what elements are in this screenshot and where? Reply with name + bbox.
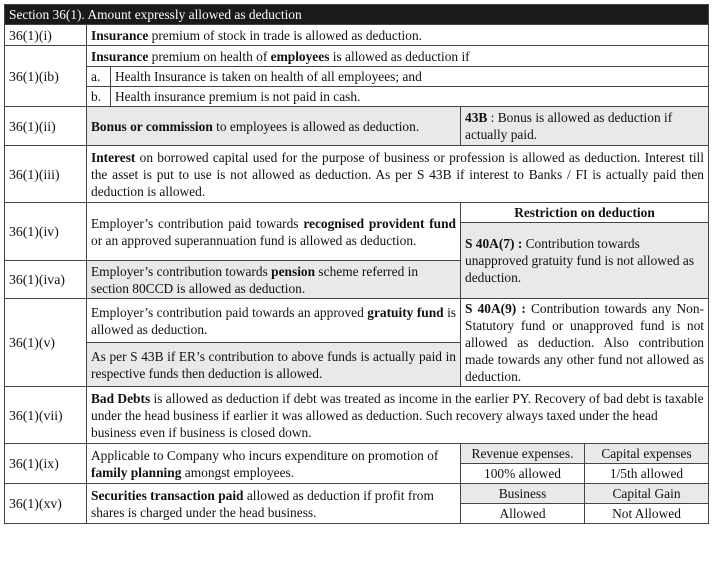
row-36-1-i	[5, 25, 709, 46]
row-text	[87, 387, 709, 444]
text-span: Employer’s contribution towards	[91, 263, 272, 279]
header-row	[5, 5, 709, 25]
row-note	[461, 107, 709, 146]
bold-term: recognised provident fund	[303, 215, 456, 231]
text-span: or an approved superannuation fund is allowed as deduction.	[91, 232, 417, 248]
bold-term: Bad Debts	[91, 390, 151, 406]
row-code: 36(1)(iva)	[5, 261, 87, 299]
row-text	[87, 299, 461, 343]
business-value: Allowed	[461, 504, 585, 524]
bold-term: Bonus or commission	[91, 118, 213, 134]
text-span: : Bonus is allowed as deduction if actually paid.	[465, 110, 673, 142]
text-span: is allowed as deduction if	[329, 48, 470, 64]
text-span: Applicable to Company who incurs expenditure on promotion of	[91, 447, 439, 463]
row-36-1-ix	[5, 444, 709, 464]
text-span: Employer’s contribution paid towards an approved	[91, 304, 368, 320]
row-text	[87, 261, 461, 299]
row-text	[87, 46, 709, 67]
bold-term: Securities transaction paid	[91, 487, 244, 503]
row-code: 36(1)(xv)	[5, 484, 87, 524]
row-36-1-vii	[5, 387, 709, 444]
row-code: 36(1)(v)	[5, 299, 87, 387]
revenue-expenses-value: 100% allowed	[461, 464, 585, 484]
row-36-1-v	[5, 299, 709, 343]
list-text: Health Insurance is taken on health of all employees; and	[111, 67, 709, 87]
bold-term: pension	[271, 263, 316, 279]
bold-term: Insurance	[91, 48, 149, 64]
row-text	[87, 444, 461, 484]
row-note: As per S 43B if ER’s contribution to above funds is actually paid in respective funds then deduction is allowed.	[87, 343, 461, 387]
bold-term: family planning	[91, 464, 182, 480]
list-letter: b.	[87, 87, 111, 107]
text-span: on borrowed capital used for the purpose of business or profession is allowed as deduction. Interest till the asset is put to use is not allowed as deduction. As per S 43B if interest to Banks / FI is actually paid then deduction is allowed.	[91, 149, 704, 199]
row-code: 36(1)(iii)	[5, 146, 87, 203]
restriction-40a7	[461, 223, 709, 299]
bold-term: gratuity fund	[367, 304, 444, 320]
row-36-1-ii	[5, 107, 709, 146]
bold-term: Insurance	[91, 27, 149, 43]
section-36-table	[4, 4, 709, 524]
row-code: 36(1)(i)	[5, 25, 87, 46]
bold-term: employees	[270, 48, 330, 64]
capital-expenses-header: Capital expenses	[585, 444, 709, 464]
text-span: premium on health of	[148, 48, 271, 64]
row-code: 36(1)(ii)	[5, 107, 87, 146]
row-text	[87, 25, 709, 46]
business-header: Business	[461, 484, 585, 504]
restriction-title	[461, 203, 709, 223]
restriction-title-text: Restriction on deduction	[514, 205, 655, 220]
bold-term: Interest	[91, 149, 136, 165]
section-header: Section 36(1). Amount expressly allowed as deduction	[5, 5, 709, 25]
text-span: premium of stock in trade is allowed as deduction.	[148, 27, 422, 43]
text-span: is allowed as deduction.	[91, 304, 457, 337]
row-code: 36(1)(iv)	[5, 203, 87, 261]
bold-term: S 40A(7) :	[465, 236, 523, 251]
list-letter: a.	[87, 67, 111, 87]
text-span: allowed as deduction if profit from shares is charged under the head business.	[91, 487, 434, 520]
capital-gain-value: Not Allowed	[585, 504, 709, 524]
list-item	[5, 87, 709, 107]
text-span: Contribution towards any Non-Statutory fund or unapproved fund is not allowed as deduction. Also contribution made towards any other fund not allowed as deduction.	[465, 301, 704, 384]
row-text	[87, 203, 461, 261]
row-36-1-iv	[5, 203, 709, 223]
text-span: Employer’s contribution paid towards	[91, 215, 304, 231]
capital-gain-header: Capital Gain	[585, 484, 709, 504]
row-36-1-iii	[5, 146, 709, 203]
row-text	[87, 107, 461, 146]
row-36-1-xv	[5, 484, 709, 504]
row-36-1-ib	[5, 46, 709, 67]
text-span: Contribution towards unapproved gratuity fund is not allowed as deduction.	[465, 236, 695, 285]
revenue-expenses-header: Revenue expenses.	[461, 444, 585, 464]
text-span: amongst employees.	[181, 464, 295, 480]
list-item	[5, 67, 709, 87]
bold-term: 43B	[465, 110, 488, 125]
capital-expenses-value: 1/5th allowed	[585, 464, 709, 484]
text-span: is allowed as deduction if debt was treated as income in the earlier PY. Recovery of bad debt is taxable under the head business if earlier it was allowed as deduction. Such recovery always taxed under the head business even if business is closed down.	[91, 390, 704, 440]
row-code: 36(1)(vii)	[5, 387, 87, 444]
text-span: scheme referred in section 80CCD is allowed as deduction.	[91, 263, 419, 296]
row-text	[87, 146, 709, 203]
row-code: 36(1)(ix)	[5, 444, 87, 484]
text-span: to employees is allowed as deduction.	[212, 118, 420, 134]
bold-term: S 40A(9) :	[465, 301, 526, 316]
row-text	[87, 484, 461, 524]
list-text: Health insurance premium is not paid in cash.	[111, 87, 709, 107]
row-code: 36(1)(ib)	[5, 46, 87, 107]
restriction-40a9	[461, 299, 709, 387]
